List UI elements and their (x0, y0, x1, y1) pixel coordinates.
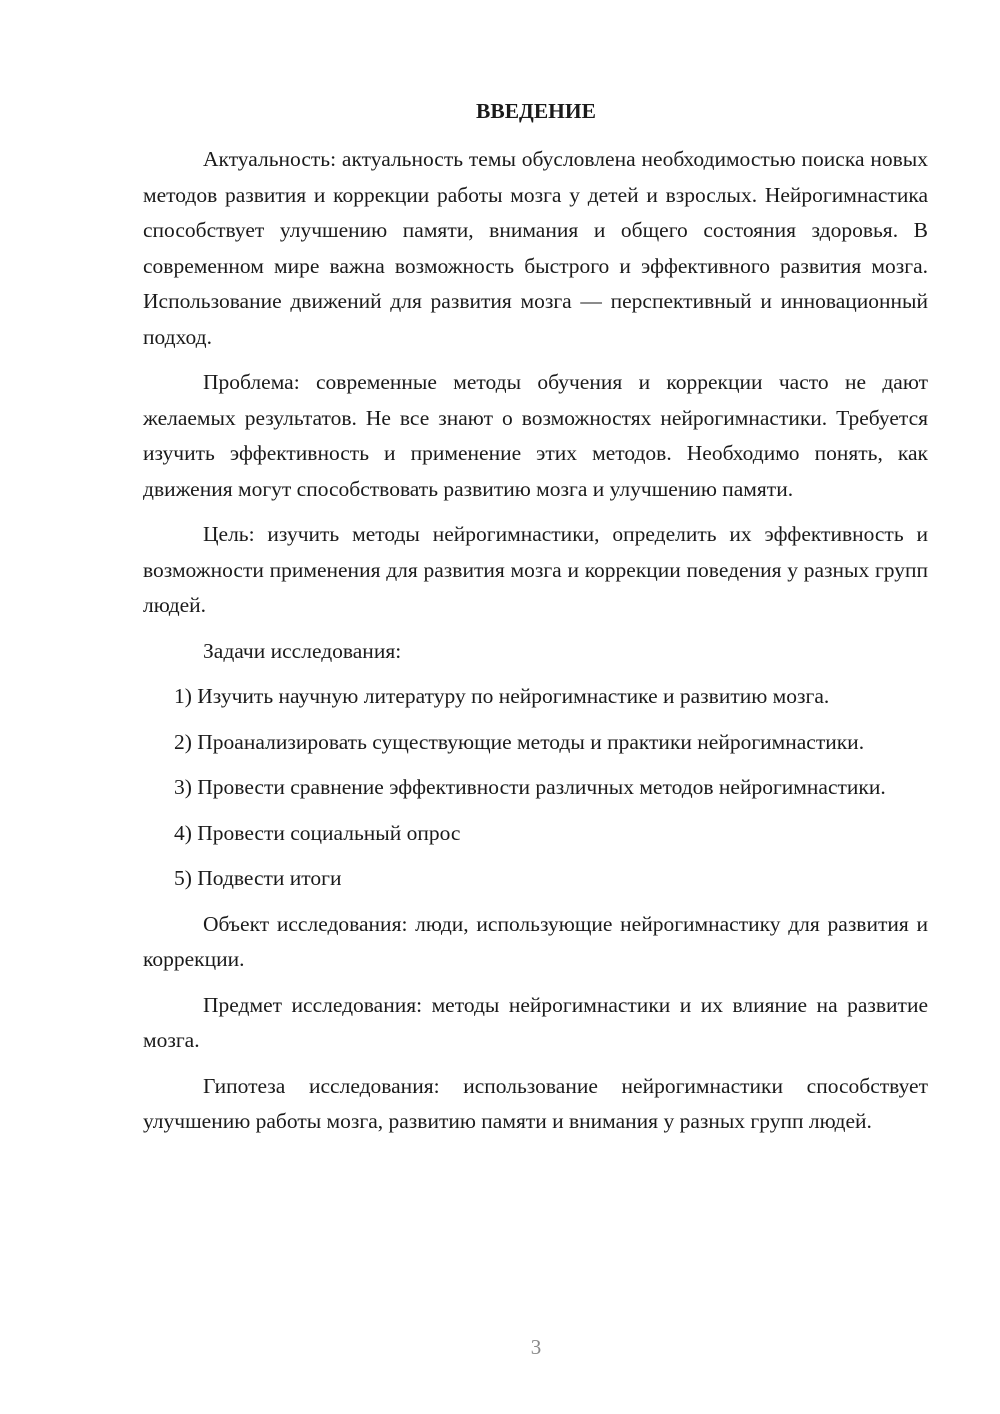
paragraph-hypothesis: Гипотеза исследования: использование нейрогимнастики способствует улучшению работы мозга, развитию памяти и внимания у разных групп людей. (143, 1073, 928, 1133)
tasks-heading: Задачи исследования: (203, 638, 402, 663)
document-body (143, 142, 928, 1150)
paragraph-problem: Проблема: современные методы обучения и коррекции часто не дают желаемых результатов. Не все знают о возможностях нейрогимнастики. Требуется изучить эффективность и применение этих методов. Необходимо понять, как движения могут способствовать развитию мозга и улучшению памяти. (143, 370, 928, 501)
page-number: 3 (530, 1335, 542, 1359)
paragraph-goal: Цель: изучить методы нейрогимнастики, определить их эффективность и возможности применения для развития мозга и коррекции поведения у разных групп людей. (143, 522, 928, 617)
task-item-3: 3) Провести сравнение эффективности различных методов нейрогимнастики. (174, 775, 886, 799)
task-item-1: 1) Изучить научную литературу по нейрогимнастике и развитию мозга. (174, 684, 830, 708)
section-title: ВВЕДЕНИЕ (476, 99, 596, 123)
paragraph-subject: Предмет исследования: методы нейрогимнастики и их влияние на развитие мозга. (143, 992, 928, 1052)
task-item-5: 5) Подвести итоги (174, 866, 342, 890)
paragraph-object: Объект исследования: люди, использующие нейрогимнастику для развития и коррекции. (143, 911, 928, 971)
paragraph-relevance: Актуальность: актуальность темы обусловлена необходимостью поиска новых методов развития и коррекции работы мозга у детей и взрослых. Нейрогимнастика способствует улучшению памяти, внимания и общего состояния здоровья. В современном мире важна возможность быстрого и эффективного развития мозга. Использование движений для развития мозга — перспективный и инновационный подход. (143, 147, 928, 349)
task-item-4: 4) Провести социальный опрос (174, 820, 461, 845)
task-item-2: 2) Проанализировать существующие методы и практики нейрогимнастики. (174, 729, 865, 754)
